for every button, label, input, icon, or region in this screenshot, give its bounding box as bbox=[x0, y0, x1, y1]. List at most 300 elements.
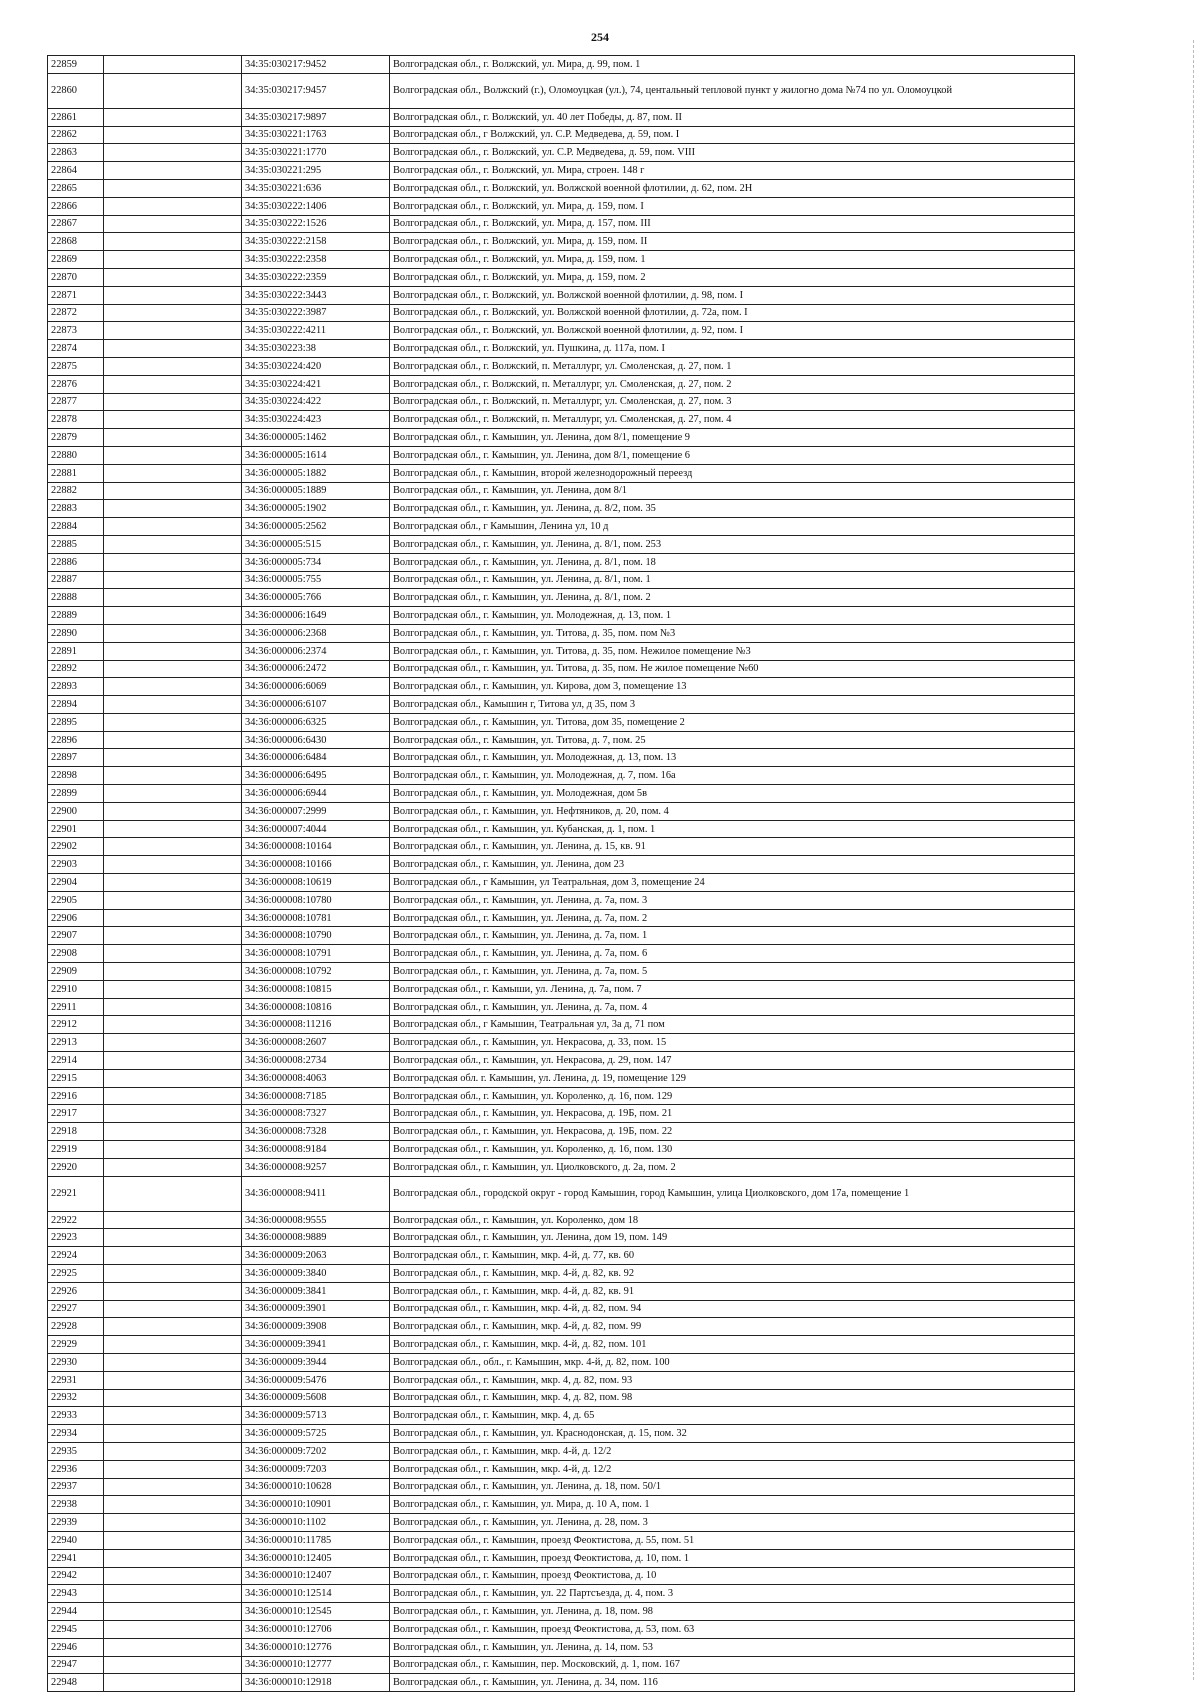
blank-cell bbox=[104, 429, 242, 447]
table-row bbox=[48, 1620, 1075, 1638]
row-number-cell: 22915 bbox=[48, 1069, 104, 1087]
cadastral-number-cell: 34:36:000010:12407 bbox=[242, 1567, 390, 1585]
blank-cell bbox=[104, 357, 242, 375]
address-cell: Волгоградская обл., г. Волжский, ул. Волжской военной флотилии, д. 62, пом. 2Н bbox=[390, 179, 1075, 197]
blank-cell bbox=[104, 215, 242, 233]
row-number-cell: 22934 bbox=[48, 1425, 104, 1443]
table-row bbox=[48, 375, 1075, 393]
row-number-cell: 22889 bbox=[48, 607, 104, 625]
address-cell: Волгоградская обл., г. Камышин, проезд Феоктистова, д. 55, пом. 51 bbox=[390, 1531, 1075, 1549]
row-number-cell: 22919 bbox=[48, 1141, 104, 1159]
cadastral-number-cell: 34:36:000008:10816 bbox=[242, 998, 390, 1016]
address-cell: Волгоградская обл., г. Камышин, ул. Ленина, д. 7а, пом. 3 bbox=[390, 891, 1075, 909]
row-number-cell: 22866 bbox=[48, 197, 104, 215]
row-number-cell: 22937 bbox=[48, 1478, 104, 1496]
blank-cell bbox=[104, 1211, 242, 1229]
table-row bbox=[48, 1389, 1075, 1407]
cadastral-number-cell: 34:36:000010:12776 bbox=[242, 1638, 390, 1656]
cadastral-number-cell: 34:36:000009:5476 bbox=[242, 1371, 390, 1389]
table-row bbox=[48, 56, 1075, 74]
blank-cell bbox=[104, 945, 242, 963]
row-number-cell: 22920 bbox=[48, 1158, 104, 1176]
blank-cell bbox=[104, 108, 242, 126]
blank-cell bbox=[104, 1069, 242, 1087]
address-cell: Волгоградская обл., г. Волжский, ул. Мира, д. 157, пом. III bbox=[390, 215, 1075, 233]
row-number-cell: 22894 bbox=[48, 696, 104, 714]
cadastral-number-cell: 34:36:000005:1902 bbox=[242, 500, 390, 518]
blank-cell bbox=[104, 464, 242, 482]
cadastral-number-cell: 34:35:030221:636 bbox=[242, 179, 390, 197]
row-number-cell: 22905 bbox=[48, 891, 104, 909]
address-cell: Волгоградская обл., Волжский (г.), Оломоуцкая (ул.), 74, центальный тепловой пункт у жилогно дома №74 по ул. Оломоуцкой bbox=[390, 73, 1075, 108]
row-number-cell: 22873 bbox=[48, 322, 104, 340]
address-cell: Волгоградская обл., г. Камышин, ул. Молодежная, д. 7, пом. 16а bbox=[390, 767, 1075, 785]
row-number-cell: 22945 bbox=[48, 1620, 104, 1638]
page-number: 254 bbox=[591, 30, 609, 44]
cadastral-number-cell: 34:36:000010:12706 bbox=[242, 1620, 390, 1638]
table-row bbox=[48, 927, 1075, 945]
blank-cell bbox=[104, 820, 242, 838]
address-cell: Волгоградская обл., г. Камышин, ул. Титова, дом 35, помещение 2 bbox=[390, 713, 1075, 731]
table-row bbox=[48, 1229, 1075, 1247]
blank-cell bbox=[104, 1514, 242, 1532]
address-cell: Волгоградская обл., г. Камышин, ул. Ленина, д. 8/1, пом. 18 bbox=[390, 553, 1075, 571]
cadastral-number-cell: 34:36:000005:515 bbox=[242, 535, 390, 553]
address-cell: Волгоградская обл., г. Камышин, ул. Ленина, дом 23 bbox=[390, 856, 1075, 874]
address-cell: Волгоградская обл., г. Камышин, мкр. 4, д. 65 bbox=[390, 1407, 1075, 1425]
row-number-cell: 22904 bbox=[48, 874, 104, 892]
address-cell: Волгоградская обл., г. Камышин, ул. Титова, д. 7, пом. 25 bbox=[390, 731, 1075, 749]
blank-cell bbox=[104, 233, 242, 251]
blank-cell bbox=[104, 126, 242, 144]
row-number-cell: 22868 bbox=[48, 233, 104, 251]
cadastral-number-cell: 34:36:000006:2368 bbox=[242, 624, 390, 642]
cadastral-number-cell: 34:36:000009:3841 bbox=[242, 1282, 390, 1300]
blank-cell bbox=[104, 785, 242, 803]
cadastral-number-cell: 34:35:030222:3443 bbox=[242, 286, 390, 304]
row-number-cell: 22938 bbox=[48, 1496, 104, 1514]
blank-cell bbox=[104, 286, 242, 304]
table-row bbox=[48, 500, 1075, 518]
blank-cell bbox=[104, 56, 242, 74]
table-row bbox=[48, 553, 1075, 571]
table-row bbox=[48, 162, 1075, 180]
table-row bbox=[48, 1123, 1075, 1141]
row-number-cell: 22898 bbox=[48, 767, 104, 785]
row-number-cell: 22874 bbox=[48, 340, 104, 358]
table-row bbox=[48, 1638, 1075, 1656]
address-cell: Волгоградская обл., г Волжский, ул. С.Р. Медведева, д. 59, пом. I bbox=[390, 126, 1075, 144]
address-cell: Волгоградская обл., г. Камышин, ул. Ленина, д. 7а, пом. 4 bbox=[390, 998, 1075, 1016]
cadastral-number-cell: 34:36:000005:1882 bbox=[242, 464, 390, 482]
row-number-cell: 22890 bbox=[48, 624, 104, 642]
blank-cell bbox=[104, 1123, 242, 1141]
row-number-cell: 22917 bbox=[48, 1105, 104, 1123]
address-cell: Волгоградская обл., г. Волжский, ул. Мира, д. 159, пом. 1 bbox=[390, 251, 1075, 269]
table-row bbox=[48, 251, 1075, 269]
cadastral-number-cell: 34:36:000006:6069 bbox=[242, 678, 390, 696]
table-row bbox=[48, 678, 1075, 696]
address-cell: Волгоградская обл., г. Волжский, ул. Мира, д. 159, пом. 2 bbox=[390, 268, 1075, 286]
address-cell: Волгоградская обл., г. Камышин, ул. Ленина, д. 8/1, пом. 253 bbox=[390, 535, 1075, 553]
address-cell: Волгоградская обл., г. Камышин, ул. Ленина, д. 8/2, пом. 35 bbox=[390, 500, 1075, 518]
row-number-cell: 22879 bbox=[48, 429, 104, 447]
address-cell: Волгоградская обл., г. Камышин, ул. Молодежная, дом 5в bbox=[390, 785, 1075, 803]
address-cell: Волгоградская обл., г. Камышин, ул. Некрасова, д. 19Б, пом. 21 bbox=[390, 1105, 1075, 1123]
blank-cell bbox=[104, 251, 242, 269]
address-cell: Волгоградская обл., г. Волжский, ул. Мира, д. 99, пом. 1 bbox=[390, 56, 1075, 74]
address-cell: Волгоградская обл., г. Волжский, п. Металлург, ул. Смоленская, д. 27, пом. 4 bbox=[390, 411, 1075, 429]
cadastral-number-cell: 34:35:030221:295 bbox=[242, 162, 390, 180]
address-cell: Волгоградская обл., г. Камышин, ул. Циолковского, д. 2а, пом. 2 bbox=[390, 1158, 1075, 1176]
row-number-cell: 22918 bbox=[48, 1123, 104, 1141]
row-number-cell: 22909 bbox=[48, 963, 104, 981]
cadastral-number-cell: 34:36:000010:12545 bbox=[242, 1603, 390, 1621]
cadastral-number-cell: 34:35:030222:1406 bbox=[242, 197, 390, 215]
table-row bbox=[48, 802, 1075, 820]
table-row bbox=[48, 1603, 1075, 1621]
cadastral-number-cell: 34:36:000008:2734 bbox=[242, 1052, 390, 1070]
table-row bbox=[48, 1478, 1075, 1496]
blank-cell bbox=[104, 1318, 242, 1336]
blank-cell bbox=[104, 1034, 242, 1052]
blank-cell bbox=[104, 1336, 242, 1354]
table-row bbox=[48, 820, 1075, 838]
blank-cell bbox=[104, 446, 242, 464]
table-row bbox=[48, 1567, 1075, 1585]
table-row bbox=[48, 1656, 1075, 1674]
row-number-cell: 22886 bbox=[48, 553, 104, 571]
cadastral-number-cell: 34:35:030222:3987 bbox=[242, 304, 390, 322]
table-row bbox=[48, 1105, 1075, 1123]
address-cell: Волгоградская обл., г. Камышин, ул. Ленина, д. 7а, пом. 6 bbox=[390, 945, 1075, 963]
blank-cell bbox=[104, 1265, 242, 1283]
row-number-cell: 22878 bbox=[48, 411, 104, 429]
row-number-cell: 22912 bbox=[48, 1016, 104, 1034]
cadastral-number-cell: 34:35:030221:1763 bbox=[242, 126, 390, 144]
table-row bbox=[48, 1247, 1075, 1265]
blank-cell bbox=[104, 909, 242, 927]
table-row bbox=[48, 393, 1075, 411]
table-row bbox=[48, 713, 1075, 731]
table-row bbox=[48, 1211, 1075, 1229]
cadastral-number-cell: 34:36:000008:10791 bbox=[242, 945, 390, 963]
cadastral-number-cell: 34:36:000005:755 bbox=[242, 571, 390, 589]
blank-cell bbox=[104, 998, 242, 1016]
blank-cell bbox=[104, 749, 242, 767]
row-number-cell: 22944 bbox=[48, 1603, 104, 1621]
table-row bbox=[48, 126, 1075, 144]
cadastral-number-cell: 34:35:030217:9452 bbox=[242, 56, 390, 74]
address-cell: Волгоградская обл., г. Волжский, ул. Волжской военной флотилии, д. 98, пом. I bbox=[390, 286, 1075, 304]
cadastral-number-cell: 34:36:000008:10166 bbox=[242, 856, 390, 874]
table-row bbox=[48, 607, 1075, 625]
blank-cell bbox=[104, 1460, 242, 1478]
address-cell: Волгоградская обл., г. Волжский, ул. Пушкина, д. 117а, пом. I bbox=[390, 340, 1075, 358]
blank-cell bbox=[104, 713, 242, 731]
cadastral-number-cell: 34:36:000010:12777 bbox=[242, 1656, 390, 1674]
row-number-cell: 22948 bbox=[48, 1674, 104, 1692]
cadastral-number-cell: 34:36:000010:10901 bbox=[242, 1496, 390, 1514]
table-row bbox=[48, 268, 1075, 286]
cadastral-number-cell: 34:35:030223:38 bbox=[242, 340, 390, 358]
row-number-cell: 22902 bbox=[48, 838, 104, 856]
row-number-cell: 22932 bbox=[48, 1389, 104, 1407]
address-cell: Волгоградская обл., г. Камышин, ул. Кубанская, д. 1, пом. 1 bbox=[390, 820, 1075, 838]
table-row bbox=[48, 1353, 1075, 1371]
cadastral-number-cell: 34:36:000005:2562 bbox=[242, 518, 390, 536]
row-number-cell: 22882 bbox=[48, 482, 104, 500]
cadastral-number-cell: 34:36:000010:10628 bbox=[242, 1478, 390, 1496]
cadastral-number-cell: 34:35:030217:9457 bbox=[242, 73, 390, 108]
table-row bbox=[48, 357, 1075, 375]
row-number-cell: 22885 bbox=[48, 535, 104, 553]
table-row bbox=[48, 1496, 1075, 1514]
cadastral-number-cell: 34:36:000006:1649 bbox=[242, 607, 390, 625]
address-cell: Волгоградская обл., г. Камышин, ул. Короленко, дом 18 bbox=[390, 1211, 1075, 1229]
cadastral-number-cell: 34:36:000007:4044 bbox=[242, 820, 390, 838]
address-cell: Волгоградская обл., г. Волжский, ул. 40 лет Победы, д. 87, пом. II bbox=[390, 108, 1075, 126]
blank-cell bbox=[104, 1620, 242, 1638]
cadastral-number-cell: 34:36:000010:11785 bbox=[242, 1531, 390, 1549]
blank-cell bbox=[104, 1603, 242, 1621]
blank-cell bbox=[104, 1638, 242, 1656]
table-row bbox=[48, 1052, 1075, 1070]
address-cell: Волгоградская обл., г. Камышин, мкр. 4-й, д. 82, пом. 101 bbox=[390, 1336, 1075, 1354]
row-number-cell: 22895 bbox=[48, 713, 104, 731]
address-cell: Волгоградская обл., г. Камышин, ул. Ленина, д. 15, кв. 91 bbox=[390, 838, 1075, 856]
table-row bbox=[48, 749, 1075, 767]
address-cell: Волгоградская обл., г. Камышин, ул. Ленина, д. 18, пом. 98 bbox=[390, 1603, 1075, 1621]
table-row bbox=[48, 1460, 1075, 1478]
table-row bbox=[48, 1549, 1075, 1567]
row-number-cell: 22913 bbox=[48, 1034, 104, 1052]
table-row bbox=[48, 998, 1075, 1016]
address-cell: Волгоградская обл., г. Камышин, ул. Некрасова, д. 19Б, пом. 22 bbox=[390, 1123, 1075, 1141]
blank-cell bbox=[104, 482, 242, 500]
table-row bbox=[48, 1016, 1075, 1034]
address-cell: Волгоградская обл., г. Камышин, ул. Ленина, д. 34, пом. 116 bbox=[390, 1674, 1075, 1692]
row-number-cell: 22933 bbox=[48, 1407, 104, 1425]
cadastral-number-cell: 34:36:000008:10781 bbox=[242, 909, 390, 927]
table-row bbox=[48, 73, 1075, 108]
row-number-cell: 22869 bbox=[48, 251, 104, 269]
blank-cell bbox=[104, 535, 242, 553]
property-registry-table bbox=[47, 55, 1075, 1692]
cadastral-number-cell: 34:35:030222:1526 bbox=[242, 215, 390, 233]
row-number-cell: 22926 bbox=[48, 1282, 104, 1300]
address-cell: Волгоградская обл., г. Камышин, ул. Титова, д. 35, пом. Нежилое помещение №3 bbox=[390, 642, 1075, 660]
table-row bbox=[48, 1318, 1075, 1336]
row-number-cell: 22859 bbox=[48, 56, 104, 74]
table-row bbox=[48, 874, 1075, 892]
blank-cell bbox=[104, 874, 242, 892]
row-number-cell: 22921 bbox=[48, 1176, 104, 1211]
row-number-cell: 22936 bbox=[48, 1460, 104, 1478]
blank-cell bbox=[104, 179, 242, 197]
blank-cell bbox=[104, 1478, 242, 1496]
cadastral-number-cell: 34:35:030222:2358 bbox=[242, 251, 390, 269]
address-cell: Волгоградская обл., г. Камышин, ул. Кирова, дом 3, помещение 13 bbox=[390, 678, 1075, 696]
address-cell: Волгоградская обл., г. Камышин, проезд Феоктистова, д. 53, пом. 63 bbox=[390, 1620, 1075, 1638]
blank-cell bbox=[104, 1371, 242, 1389]
table-row bbox=[48, 767, 1075, 785]
blank-cell bbox=[104, 1052, 242, 1070]
row-number-cell: 22911 bbox=[48, 998, 104, 1016]
row-number-cell: 22863 bbox=[48, 144, 104, 162]
address-cell: Волгоградская обл., г. Камышин, ул. Ленина, д. 7а, пом. 2 bbox=[390, 909, 1075, 927]
row-number-cell: 22940 bbox=[48, 1531, 104, 1549]
cadastral-number-cell: 34:36:000009:5608 bbox=[242, 1389, 390, 1407]
address-cell: Волгоградская обл., г. Камышин, ул. Некрасова, д. 29, пом. 147 bbox=[390, 1052, 1075, 1070]
row-number-cell: 22908 bbox=[48, 945, 104, 963]
blank-cell bbox=[104, 1141, 242, 1159]
address-cell: Волгоградская обл., г. Камышин, мкр. 4-й, д. 12/2 bbox=[390, 1442, 1075, 1460]
cadastral-number-cell: 34:36:000008:9555 bbox=[242, 1211, 390, 1229]
address-cell: Волгоградская обл., г. Камышин, ул. Ленина, дом 19, пом. 149 bbox=[390, 1229, 1075, 1247]
row-number-cell: 22897 bbox=[48, 749, 104, 767]
table-row bbox=[48, 731, 1075, 749]
blank-cell bbox=[104, 589, 242, 607]
address-cell: Волгоградская обл., г. Камышин, ул. Молодежная, д. 13, пом. 1 bbox=[390, 607, 1075, 625]
cadastral-number-cell: 34:36:000008:10164 bbox=[242, 838, 390, 856]
address-cell: Волгоградская обл., г. Камышин, ул. Молодежная, д. 13, пом. 13 bbox=[390, 749, 1075, 767]
row-number-cell: 22865 bbox=[48, 179, 104, 197]
cadastral-number-cell: 34:36:000008:10792 bbox=[242, 963, 390, 981]
cadastral-number-cell: 34:36:000008:7185 bbox=[242, 1087, 390, 1105]
address-cell: Волгоградская обл., г. Камышин, ул. Титова, д. 35, пом. пом №3 bbox=[390, 624, 1075, 642]
cadastral-number-cell: 34:36:000009:3944 bbox=[242, 1353, 390, 1371]
row-number-cell: 22928 bbox=[48, 1318, 104, 1336]
cadastral-number-cell: 34:36:000006:6325 bbox=[242, 713, 390, 731]
cadastral-number-cell: 34:36:000006:2472 bbox=[242, 660, 390, 678]
address-cell: Волгоградская обл., г. Волжский, ул. Мира, д. 159, пом. I bbox=[390, 197, 1075, 215]
table-row bbox=[48, 660, 1075, 678]
address-cell: Волгоградская обл., г. Камышин, мкр. 4-й, д. 82, кв. 91 bbox=[390, 1282, 1075, 1300]
row-number-cell: 22925 bbox=[48, 1265, 104, 1283]
table-row bbox=[48, 589, 1075, 607]
row-number-cell: 22887 bbox=[48, 571, 104, 589]
blank-cell bbox=[104, 642, 242, 660]
table-row bbox=[48, 340, 1075, 358]
address-cell: Волгоградская обл. г. Камышин, ул. Ленина, д. 19, помещение 129 bbox=[390, 1069, 1075, 1087]
blank-cell bbox=[104, 1282, 242, 1300]
address-cell: Волгоградская обл., г. Волжский, ул. С.Р. Медведева, д. 59, пом. VIII bbox=[390, 144, 1075, 162]
address-cell: Волгоградская обл., г. Камышин, ул. Краснодонская, д. 15, пом. 32 bbox=[390, 1425, 1075, 1443]
address-cell: Волгоградская обл., г. Волжский, п. Металлург, ул. Смоленская, д. 27, пом. 3 bbox=[390, 393, 1075, 411]
blank-cell bbox=[104, 1016, 242, 1034]
address-cell: Волгоградская обл., Камышин г, Титова ул, д 35, пом 3 bbox=[390, 696, 1075, 714]
row-number-cell: 22903 bbox=[48, 856, 104, 874]
row-number-cell: 22864 bbox=[48, 162, 104, 180]
row-number-cell: 22946 bbox=[48, 1638, 104, 1656]
cadastral-number-cell: 34:36:000008:7327 bbox=[242, 1105, 390, 1123]
address-cell: Волгоградская обл., г. Камышин, мкр. 4, д. 82, пом. 93 bbox=[390, 1371, 1075, 1389]
blank-cell bbox=[104, 856, 242, 874]
cadastral-number-cell: 34:36:000006:6107 bbox=[242, 696, 390, 714]
table-row bbox=[48, 980, 1075, 998]
cadastral-number-cell: 34:36:000005:766 bbox=[242, 589, 390, 607]
cadastral-number-cell: 34:36:000006:6430 bbox=[242, 731, 390, 749]
blank-cell bbox=[104, 73, 242, 108]
table-row bbox=[48, 108, 1075, 126]
cadastral-number-cell: 34:36:000009:3908 bbox=[242, 1318, 390, 1336]
address-cell: Волгоградская обл., г. Камышин, мкр. 4-й, д. 12/2 bbox=[390, 1460, 1075, 1478]
address-cell: Волгоградская обл., г Камышин, Театральная ул, 3а д, 71 пом bbox=[390, 1016, 1075, 1034]
cadastral-number-cell: 34:35:030221:1770 bbox=[242, 144, 390, 162]
table-row bbox=[48, 1442, 1075, 1460]
cadastral-number-cell: 34:36:000008:4063 bbox=[242, 1069, 390, 1087]
address-cell: Волгоградская обл., г. Камыши, ул. Ленина, д. 7а, пом. 7 bbox=[390, 980, 1075, 998]
cadastral-number-cell: 34:36:000008:9184 bbox=[242, 1141, 390, 1159]
cadastral-number-cell: 34:36:000005:1889 bbox=[242, 482, 390, 500]
table-row bbox=[48, 891, 1075, 909]
blank-cell bbox=[104, 1531, 242, 1549]
blank-cell bbox=[104, 1247, 242, 1265]
table-row bbox=[48, 535, 1075, 553]
blank-cell bbox=[104, 518, 242, 536]
row-number-cell: 22860 bbox=[48, 73, 104, 108]
row-number-cell: 22877 bbox=[48, 393, 104, 411]
table-row bbox=[48, 482, 1075, 500]
cadastral-number-cell: 34:36:000009:3901 bbox=[242, 1300, 390, 1318]
cadastral-number-cell: 34:36:000008:9411 bbox=[242, 1176, 390, 1211]
cadastral-number-cell: 34:36:000010:12514 bbox=[242, 1585, 390, 1603]
cadastral-number-cell: 34:35:030224:420 bbox=[242, 357, 390, 375]
table-row bbox=[48, 1585, 1075, 1603]
address-cell: Волгоградская обл., г. Камышин, ул. Ленина, д. 18, пом. 50/1 bbox=[390, 1478, 1075, 1496]
address-cell: Волгоградская обл., г. Камышин, ул. Ленина, д. 8/1, пом. 1 bbox=[390, 571, 1075, 589]
cadastral-number-cell: 34:36:000009:7202 bbox=[242, 1442, 390, 1460]
row-number-cell: 22896 bbox=[48, 731, 104, 749]
blank-cell bbox=[104, 375, 242, 393]
blank-cell bbox=[104, 660, 242, 678]
address-cell: Волгоградская обл., г. Камышин, проезд Феоктистова, д. 10 bbox=[390, 1567, 1075, 1585]
blank-cell bbox=[104, 891, 242, 909]
blank-cell bbox=[104, 322, 242, 340]
blank-cell bbox=[104, 927, 242, 945]
row-number-cell: 22939 bbox=[48, 1514, 104, 1532]
table-row bbox=[48, 642, 1075, 660]
table-row bbox=[48, 286, 1075, 304]
row-number-cell: 22942 bbox=[48, 1567, 104, 1585]
address-cell: Волгоградская обл., г. Камышин, ул. Мира, д. 10 А, пом. 1 bbox=[390, 1496, 1075, 1514]
cadastral-number-cell: 34:36:000006:6944 bbox=[242, 785, 390, 803]
address-cell: Волгоградская обл., г. Камышин, мкр. 4-й, д. 77, кв. 60 bbox=[390, 1247, 1075, 1265]
table-row bbox=[48, 1034, 1075, 1052]
address-cell: Волгоградская обл., г. Камышин, мкр. 4-й, д. 82, пом. 94 bbox=[390, 1300, 1075, 1318]
table-row bbox=[48, 1531, 1075, 1549]
table-row bbox=[48, 464, 1075, 482]
address-cell: Волгоградская обл., г. Волжский, п. Металлург, ул. Смоленская, д. 27, пом. 2 bbox=[390, 375, 1075, 393]
row-number-cell: 22901 bbox=[48, 820, 104, 838]
address-cell: Волгоградская обл., г. Камышин, ул. Ленина, дом 8/1, помещение 9 bbox=[390, 429, 1075, 447]
blank-cell bbox=[104, 1407, 242, 1425]
cadastral-number-cell: 34:36:000010:1102 bbox=[242, 1514, 390, 1532]
table-row bbox=[48, 1514, 1075, 1532]
blank-cell bbox=[104, 678, 242, 696]
table-row bbox=[48, 429, 1075, 447]
address-cell: Волгоградская обл., городской округ - город Камышин, город Камышин, улица Циолковского, дом 17а, помещение 1 bbox=[390, 1176, 1075, 1211]
cadastral-number-cell: 34:35:030222:2359 bbox=[242, 268, 390, 286]
row-number-cell: 22881 bbox=[48, 464, 104, 482]
page-edge-line bbox=[1193, 40, 1194, 1680]
cadastral-number-cell: 34:36:000008:2607 bbox=[242, 1034, 390, 1052]
cadastral-number-cell: 34:36:000005:734 bbox=[242, 553, 390, 571]
cadastral-number-cell: 34:36:000008:10815 bbox=[242, 980, 390, 998]
table-row bbox=[48, 838, 1075, 856]
address-cell: Волгоградская обл., обл., г. Камышин, мкр. 4-й, д. 82, пом. 100 bbox=[390, 1353, 1075, 1371]
